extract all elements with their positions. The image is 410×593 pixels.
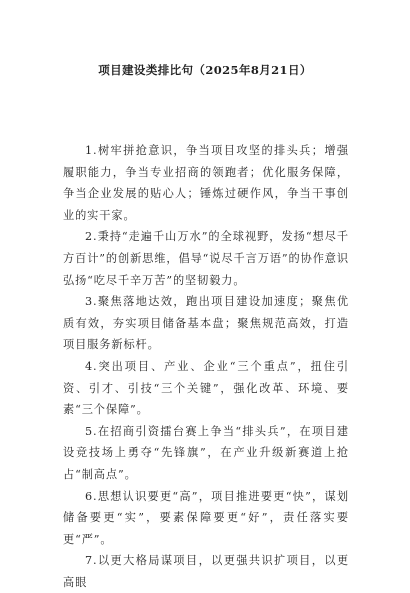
document-body [63,140,349,593]
paragraph-1: 1.树牢拼抢意识，争当项目攻坚的排头兵；增强履职能力，争当专业招商的领跑者；优化服务保障，争当企业发展的贴心人；锤炼过硬作风，争当干事创业的实干家。 [63,144,349,222]
paragraph-6: 6.思想认识要更“高”，项目推进要更“快”，谋划储备要更“实”，要素保障要更“好”，责任落实要更“严”。 [63,489,349,546]
paragraph-7: 7.以更大格局谋项目，以更强共识扩项目，以更高眼 [63,554,349,589]
paragraph-2: 2.秉持“走遍千山万水”的全球视野，发扬“想尽千方百计”的创新思维，倡导“说尽千言万语”的协作意识弘扬“吃尽千辛万苦”的坚韧毅力。 [63,230,349,287]
paragraph-4: 4.突出项目、产业、企业“三个重点”，扭住引资、引才、引技“三个关键”，强化改革、环境、要素“三个保障”。 [63,359,349,417]
paragraph-3: 3.聚焦落地达效，跑出项目建设加速度；聚焦优质有效，夯实项目储备基本盘；聚焦规范高效，打造项目服务新标杆。 [63,295,349,352]
document-title: 项目建设类排比句（2025年8月21日） [98,63,312,77]
paragraph-5: 5.在招商引资擂台赛上争当“排头兵”，在项目建设竞技场上勇夺“先锋旗”，在产业升级新赛道上抢占“制高点”。 [63,424,349,481]
